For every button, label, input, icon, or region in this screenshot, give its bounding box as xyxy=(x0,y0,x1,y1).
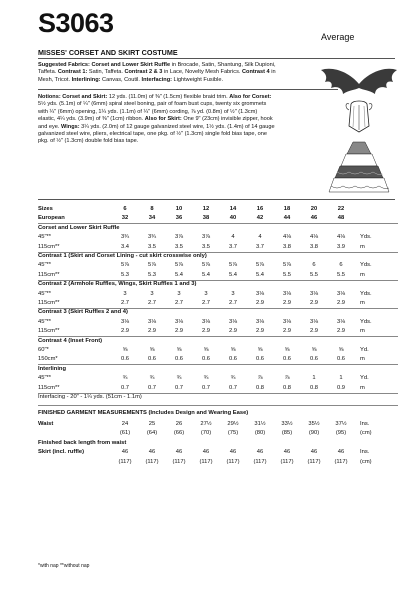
table-cell: 35½ xyxy=(308,421,320,427)
table-cell: 4 xyxy=(258,234,262,241)
table-cell: 5.4 xyxy=(228,271,238,278)
table-cell: 5.5 xyxy=(336,271,346,278)
table-cell: 2.7 xyxy=(174,300,184,306)
table-cell: 3.8 xyxy=(282,243,292,250)
row-label: 45"** xyxy=(38,290,52,297)
table-cell: ⅝ xyxy=(257,347,263,353)
row-label: 150cm* xyxy=(38,356,58,363)
table-cell: 5⅞ xyxy=(228,262,238,269)
table-cell: (117) xyxy=(145,458,159,465)
suggested-fabrics: Suggested Fabrics: Corset and Lower Skirt Ruffle in Brocade, Satin, Shantung, Silk Dupioni, Taffeta. Contrast 1: Satin, Taffeta. Contrast 2 & 3 in Lace, Novelty Mesh Fabrics. Contrast 4 in Mesh, Tricot. Interlining: Canvas, Coutil. Interfacing: Lightweight Fusible. xyxy=(38,62,276,83)
row-label: 115cm** xyxy=(38,328,60,335)
pattern-number: S3063 xyxy=(38,8,114,38)
table-cell: 42 xyxy=(256,215,264,222)
table-cell: 3.8 xyxy=(309,243,319,250)
sizes-row xyxy=(38,206,398,214)
table-cell: ¾ xyxy=(203,375,209,382)
table-cell: 4⅛ xyxy=(309,234,319,241)
table-cell: 2.9 xyxy=(120,328,130,335)
skirt-row xyxy=(38,449,398,457)
table-cell: 0.6 xyxy=(201,356,211,363)
row-label: 115cm** xyxy=(38,300,60,306)
table-cell: ⅝ xyxy=(122,347,128,353)
table-cell: 3⅛ xyxy=(174,318,184,325)
table-cell: 2.7 xyxy=(228,300,238,306)
table-cell: (117) xyxy=(199,458,213,465)
table-cell: 32 xyxy=(121,215,129,222)
table-cell: 46 xyxy=(310,449,318,456)
table-cell: 6 xyxy=(123,206,127,212)
section-title: Contrast 3 (Skirt Ruffles 2 and 4) xyxy=(38,309,128,316)
table-cell: 5.3 xyxy=(120,271,130,278)
table-cell: 0.6 xyxy=(174,356,184,363)
section-title: Contrast 1 (Skirt and Corset Lining - cut skirt crosswise only) xyxy=(38,253,207,259)
waist-row xyxy=(38,421,398,429)
unit-label: (cm) xyxy=(360,458,372,465)
bat-wings-icon xyxy=(321,69,397,94)
table-cell: 2.9 xyxy=(282,328,292,335)
table-cell: 4⅛ xyxy=(336,234,346,241)
table-cell: ¾ xyxy=(176,375,182,382)
table-cell: 46 xyxy=(229,449,237,456)
table-cell: 3⅞ xyxy=(201,234,211,241)
table-cell: ⅝ xyxy=(338,347,344,353)
table-cell: 3⅞ xyxy=(174,234,184,241)
table-cell: ¾ xyxy=(122,375,128,382)
table-cell: (95) xyxy=(335,430,347,437)
table-cell: (85) xyxy=(281,430,293,437)
table-cell: 46 xyxy=(283,449,291,456)
table-cell: 4 xyxy=(231,234,235,241)
table-cell: 3⅛ xyxy=(120,318,130,325)
table-cell: 33½ xyxy=(281,421,293,427)
notions: Notions: Corset and Skirt: 12 yds. (11.0m) of ⅜" (1.5cm) flexible braid trim. Also for Corset: 5½ yds. (5.1m) of ¼" (6mm) spiral steel boning, pair of foam bust cups, twenty six grommets with ¼" (6mm) opening, 1¼ yds. (1.1m) of ¼" (6mm) cording, ⅞ yd. (0.8m) of ½" (1.3cm) elastic, 4¼ yds. (3.9m) of ⅜" (1cm) ribbon. Also for Skirt: One 9" (23cm) invisible zipper, hook and eye. Wings: 3¼ yds. (2.0m) of 12 gauge galvanized steel wire, 1½ yds. (1.4m) of 14 gauge galvanized steel wire, pliers, electrical tape, one pkg. of ½" (1.3cm) single fold bias tape, one pkg. of ½" (1.3cm) double fold bias tape. xyxy=(38,94,275,145)
table-cell: 3 xyxy=(204,290,208,297)
table-cell: 3⅛ xyxy=(309,318,319,325)
unit-label: (cm) xyxy=(360,430,372,437)
table-cell: 3 xyxy=(177,290,181,297)
table-cell: 3.9 xyxy=(336,243,346,250)
table-cell: 2.9 xyxy=(147,328,157,335)
table-cell: 5.4 xyxy=(255,271,265,278)
finished-title: FINISHED GARMENT MEASUREMENTS (Includes Design and Wearing Ease) xyxy=(38,410,249,416)
unit-label: m xyxy=(360,384,365,391)
table-cell: 2.9 xyxy=(255,300,265,306)
table-cell: 6 xyxy=(312,262,316,269)
table-cell: 1 xyxy=(339,375,343,382)
table-row xyxy=(38,300,398,308)
row-label: 115cm** xyxy=(38,271,60,278)
table-cell: 2.9 xyxy=(309,300,319,306)
divider xyxy=(38,199,395,200)
table-cell: (117) xyxy=(226,458,240,465)
table-cell: 0.6 xyxy=(282,356,292,363)
table-cell: (117) xyxy=(280,458,294,465)
table-cell: ⅝ xyxy=(311,347,317,353)
row-label: Sizes xyxy=(38,206,53,212)
table-cell: 5⅞ xyxy=(255,262,265,269)
table-cell: 3.4 xyxy=(120,243,130,250)
table-cell: ⅝ xyxy=(230,347,236,353)
table-cell: 3⅛ xyxy=(336,318,346,325)
table-cell: 0.8 xyxy=(255,384,265,391)
table-cell: 5⅞ xyxy=(201,262,211,269)
table-row xyxy=(38,319,398,327)
table-cell: 0.7 xyxy=(174,384,184,391)
table-cell: 3⅛ xyxy=(282,318,292,325)
table-cell: 0.6 xyxy=(120,356,130,363)
table-row xyxy=(38,262,398,270)
row-label: 60"* xyxy=(38,347,49,353)
table-cell: 3⅛ xyxy=(282,290,292,297)
table-cell: (117) xyxy=(118,458,132,465)
table-cell: 3⅛ xyxy=(255,290,265,297)
costume-illustration xyxy=(319,58,399,198)
row-label: 45"** xyxy=(38,234,52,241)
table-cell: 0.6 xyxy=(228,356,238,363)
table-cell: (66) xyxy=(173,430,185,437)
table-cell: 3⅛ xyxy=(147,318,157,325)
unit-label: Yd. xyxy=(360,375,369,382)
table-cell: (70) xyxy=(200,430,212,437)
table-cell: 27½ xyxy=(200,421,212,427)
table-cell: 2.9 xyxy=(336,300,346,306)
table-row xyxy=(38,328,398,336)
corset-icon xyxy=(346,101,372,132)
table-cell: 2.9 xyxy=(174,328,184,335)
table-cell: 25 xyxy=(148,421,156,427)
table-cell: (117) xyxy=(172,458,186,465)
table-cell: 0.6 xyxy=(309,356,319,363)
table-cell: 2.9 xyxy=(228,328,238,335)
table-row xyxy=(38,272,398,280)
table-cell: ¾ xyxy=(230,375,236,382)
section-title: Interlining xyxy=(38,365,67,372)
table-cell: 2.7 xyxy=(147,300,157,306)
row-label: 115cm** xyxy=(38,243,60,250)
table-cell: 3¾ xyxy=(120,234,130,241)
table-cell: 48 xyxy=(337,215,345,222)
unit-label: m xyxy=(360,356,365,363)
unit-label: m xyxy=(360,300,365,306)
interfacing-note: Interfacing - 20" - 1¼ yds. (51cm - 1.1m) xyxy=(38,394,142,400)
table-cell: 3.7 xyxy=(228,243,238,250)
table-cell: 3¾ xyxy=(147,234,157,241)
table-cell: 18 xyxy=(283,206,291,212)
table-rule xyxy=(38,405,398,406)
table-row xyxy=(38,244,398,252)
table-cell: ⅝ xyxy=(203,347,209,353)
table-cell: 3.7 xyxy=(255,243,265,250)
row-label: 45"** xyxy=(38,262,52,269)
table-cell: 3 xyxy=(150,290,154,297)
table-cell: 2.9 xyxy=(336,328,346,335)
table-cell: 5.4 xyxy=(174,271,184,278)
table-cell: 0.8 xyxy=(309,384,319,391)
table-cell: 3⅛ xyxy=(309,290,319,297)
table-cell: 46 xyxy=(310,215,318,222)
unit-label: Ins. xyxy=(360,449,370,456)
table-cell: 2.7 xyxy=(120,300,130,306)
table-cell: 14 xyxy=(229,206,237,212)
unit-label: Ins. xyxy=(360,421,370,427)
table-cell: 10 xyxy=(175,206,183,212)
table-cell: 2.9 xyxy=(255,328,265,335)
row-label: 45"** xyxy=(38,318,52,325)
table-cell: 22 xyxy=(337,206,345,212)
table-cell: 46 xyxy=(202,449,210,456)
skirt-cm-row xyxy=(38,459,398,467)
unit-label: m xyxy=(360,271,365,278)
table-cell: 0.7 xyxy=(201,384,211,391)
table-cell: 46 xyxy=(121,449,129,456)
table-cell: ⅞ xyxy=(257,375,263,382)
table-cell: 46 xyxy=(148,449,156,456)
table-cell: 5⅞ xyxy=(147,262,157,269)
table-cell: 34 xyxy=(148,215,156,222)
table-row xyxy=(38,385,398,393)
table-row xyxy=(38,234,398,242)
table-cell: (80) xyxy=(254,430,266,437)
table-cell: 3⅛ xyxy=(228,318,238,325)
table-cell: 46 xyxy=(175,449,183,456)
section-title: Contrast 4 (Inset Front) xyxy=(38,337,103,344)
pattern-sheet xyxy=(17,0,412,600)
table-cell: 3 xyxy=(231,290,235,297)
ruffled-skirt-icon xyxy=(329,142,389,192)
section-title: Contrast 2 (Armhole Ruffles, Wings, Skirt Ruffles 1 and 3) xyxy=(38,281,197,288)
table-cell: 2.9 xyxy=(201,328,211,335)
table-cell: 3 xyxy=(123,290,127,297)
table-cell: 2.9 xyxy=(282,300,292,306)
table-cell: 0.6 xyxy=(336,356,346,363)
waist-cm-row xyxy=(38,430,398,438)
table-cell: 3⅛ xyxy=(336,290,346,297)
table-cell: 31½ xyxy=(254,421,266,427)
unit-label: Yd. xyxy=(360,347,369,353)
table-cell: 0.7 xyxy=(120,384,130,391)
table-cell: 0.9 xyxy=(336,384,346,391)
table-cell: 20 xyxy=(310,206,318,212)
table-cell: (117) xyxy=(307,458,321,465)
table-cell: 29½ xyxy=(227,421,239,427)
nap-footnote: *with nap **without nap xyxy=(38,563,90,569)
table-cell: 38 xyxy=(202,215,210,222)
table-cell: ⅞ xyxy=(284,375,290,382)
table-cell: 8 xyxy=(150,206,154,212)
unit-label: m xyxy=(360,328,365,335)
table-row xyxy=(38,291,398,299)
table-cell: 0.7 xyxy=(228,384,238,391)
unit-label: m xyxy=(360,243,365,250)
table-cell: ⅝ xyxy=(149,347,155,353)
table-cell: 2.9 xyxy=(309,328,319,335)
section-title: Corset and Lower Skirt Ruffle xyxy=(38,224,120,231)
table-cell: 24 xyxy=(121,421,129,427)
table-cell: (90) xyxy=(308,430,320,437)
row-label: 115cm** xyxy=(38,384,60,391)
table-cell: 3.5 xyxy=(201,243,211,250)
unit-label: Yds. xyxy=(360,234,372,241)
table-cell: 40 xyxy=(229,215,237,222)
unit-label: Yds. xyxy=(360,318,372,325)
unit-label: Yds. xyxy=(360,262,372,269)
table-cell: 5⅞ xyxy=(120,262,130,269)
table-cell: 5⅞ xyxy=(282,262,292,269)
row-label: Waist xyxy=(38,421,54,427)
table-cell: 44 xyxy=(283,215,291,222)
table-cell: 3.5 xyxy=(174,243,184,250)
divider xyxy=(38,89,338,90)
row-label: Skirt (incl. ruffle) xyxy=(38,449,85,456)
table-cell: 5.5 xyxy=(282,271,292,278)
table-row xyxy=(38,347,398,355)
table-cell: ¾ xyxy=(149,375,155,382)
back-length-title: Finished back length from waist xyxy=(38,439,127,446)
pattern-title: MISSES' CORSET AND SKIRT COSTUME xyxy=(38,48,178,57)
table-cell: 4⅛ xyxy=(282,234,292,241)
table-cell: 26 xyxy=(175,421,183,427)
table-cell: 2.7 xyxy=(201,300,211,306)
table-cell: 5.4 xyxy=(201,271,211,278)
row-label: European xyxy=(38,215,65,222)
table-cell: 3⅛ xyxy=(255,318,265,325)
table-cell: 37½ xyxy=(335,421,347,427)
table-cell: ⅝ xyxy=(284,347,290,353)
table-cell: 5.3 xyxy=(147,271,157,278)
table-cell: (117) xyxy=(334,458,348,465)
row-label: 45"** xyxy=(38,375,52,382)
table-cell: (61) xyxy=(119,430,131,437)
table-cell: 12 xyxy=(202,206,210,212)
size-range: Average xyxy=(321,32,355,42)
unit-label: Yds. xyxy=(360,290,372,297)
table-cell: 0.6 xyxy=(255,356,265,363)
table-cell: 0.7 xyxy=(147,384,157,391)
table-cell: (75) xyxy=(227,430,239,437)
table-row xyxy=(38,375,398,383)
table-cell: 16 xyxy=(256,206,264,212)
table-cell: 6 xyxy=(339,262,343,269)
table-cell: 0.6 xyxy=(147,356,157,363)
table-cell: 3⅛ xyxy=(201,318,211,325)
table-cell: 36 xyxy=(175,215,183,222)
table-row xyxy=(38,356,398,364)
table-cell: 5.5 xyxy=(309,271,319,278)
table-cell: 46 xyxy=(337,449,345,456)
table-cell: 46 xyxy=(256,449,264,456)
european-row xyxy=(38,215,398,223)
table-cell: (64) xyxy=(146,430,158,437)
table-cell: (117) xyxy=(253,458,267,465)
table-cell: 1 xyxy=(312,375,316,382)
table-rule xyxy=(38,364,398,365)
table-cell: 5⅞ xyxy=(174,262,184,269)
table-cell: 0.8 xyxy=(282,384,292,391)
table-cell: 3.5 xyxy=(147,243,157,250)
table-cell: ⅝ xyxy=(176,347,182,353)
